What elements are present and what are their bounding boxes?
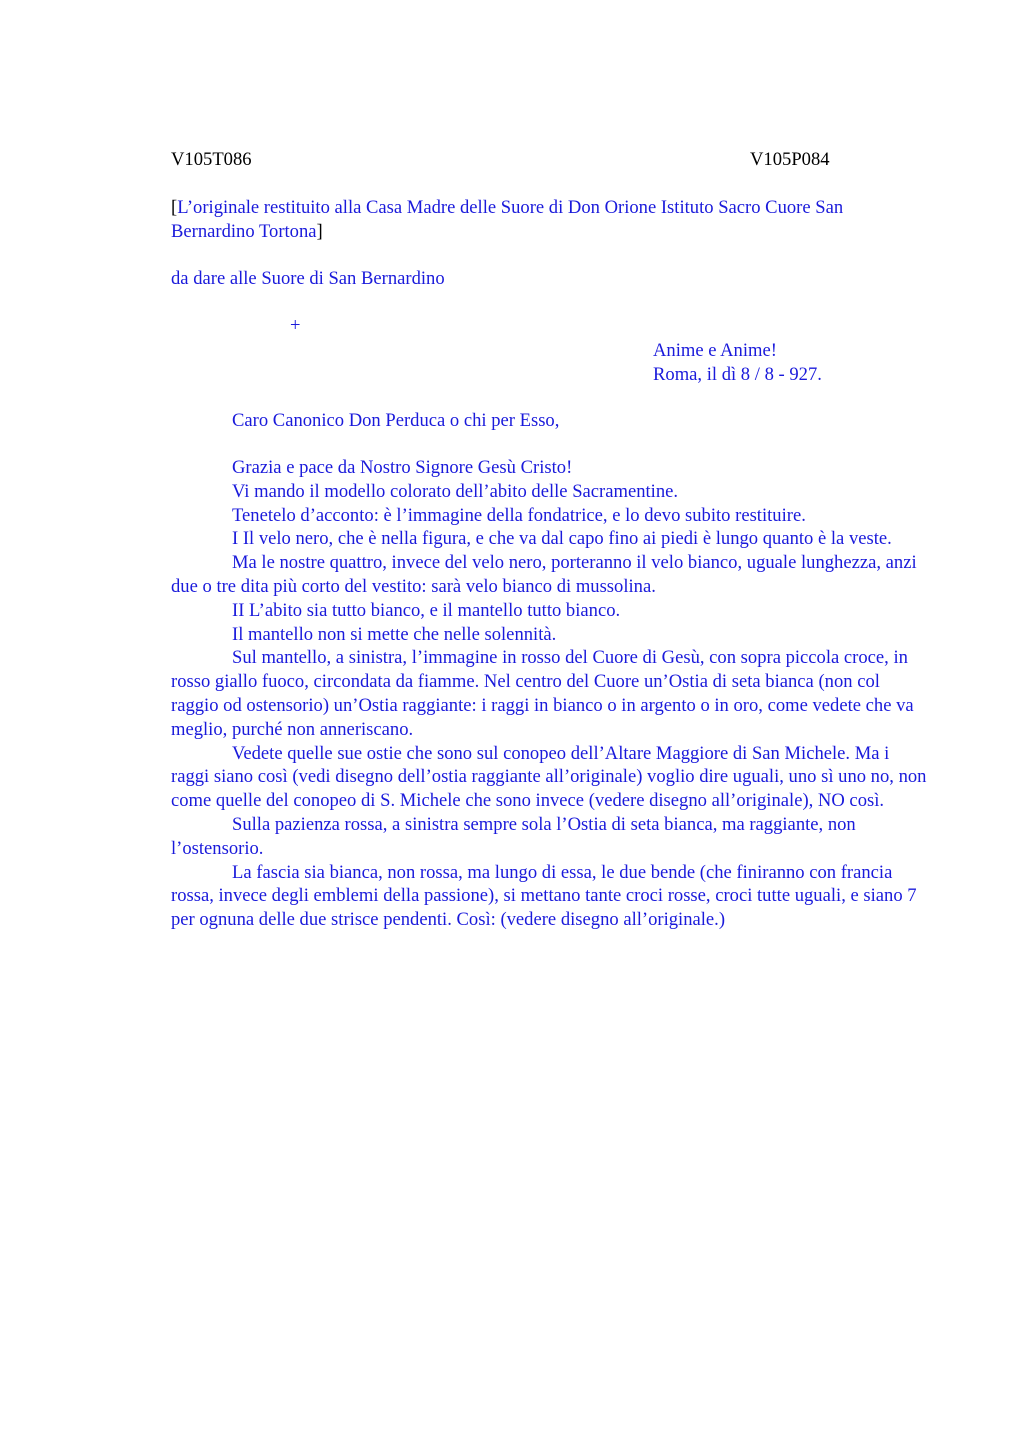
- header-right-code: V105P084: [750, 149, 830, 170]
- note-open-bracket: [: [171, 197, 178, 218]
- paragraph: Grazia e pace da Nostro Signore Gesù Cristo!: [232, 457, 573, 478]
- header-left-code: V105T086: [171, 149, 252, 170]
- paragraph: Ma le nostre quattro, invece del velo nero, porteranno il velo bianco, uguale lunghezza, anzi due o tre dita più corto del vestito: sarà velo bianco di mussolina.: [171, 552, 917, 597]
- paragraph: Sul mantello, a sinistra, l’immagine in rosso del Cuore di Gesù, con sopra piccola croce, in rosso giallo fuoco, circondata da fiamme. Nel centro del Cuore un’Ostia di seta bianca (non col raggio od ostensorio) un’Ostia raggiante: i raggi in bianco o in argento o in oro, come vedete che va meglio, purché non anneriscano.: [171, 647, 914, 740]
- paragraph: La fascia sia bianca, non rossa, ma lungo di essa, le due bende (che finiranno con francia rossa, invece degli emblemi della passione), si mettano tante croci rosse, croci tutte uguali, e siano 7 per ognuna delle due strisce pendenti. Così: (vedere disegno all’originale.): [171, 861, 917, 931]
- paragraph: Vi mando il modello colorato dell’abito delle Sacramentine.: [232, 480, 679, 502]
- cross-symbol: +: [290, 315, 301, 336]
- paragraph: II L’abito sia tutto bianco, e il mantello tutto bianco.: [232, 599, 621, 621]
- paragraph: Sulla pazienza rossa, a sinistra sempre sola l’Ostia di seta bianca, ma raggiante, non l’ostensorio.: [171, 813, 856, 859]
- paragraph: Vedete quelle sue ostie che sono sul conopeo dell’Altare Maggiore di San Michele. Ma i raggi siano così (vedi disegno dell’ostia raggiante all’originale) voglio dire uguali, uno sì uno no, non come quelle del conopeo di S. Michele che sono invece (vedere disegno all’originale), NO così.: [171, 742, 927, 812]
- motto-line: Anime e Anime!: [653, 340, 777, 361]
- note-text: L’originale restituito alla Casa Madre delle Suore di Don Orione Istituto Sacro Cuore San Bernardino Tortona: [171, 197, 844, 242]
- salutation: Caro Canonico Don Perduca o chi per Esso,: [232, 410, 560, 431]
- paragraph: Tenetelo d’acconto: è l’immagine della fondatrice, e lo devo subito restituire.: [232, 504, 806, 526]
- paragraph: Il mantello non si mette che nelle solennità.: [232, 623, 557, 645]
- date-line: Roma, il dì 8 / 8 - 927.: [653, 364, 822, 385]
- letter-body: [171, 456, 931, 932]
- paragraph: I Il velo nero, che è nella figura, e che va dal capo fino ai piedi è lungo quanto è la veste.: [232, 528, 892, 550]
- archive-note: [171, 196, 931, 244]
- instruction-line: da dare alle Suore di San Bernardino: [171, 268, 445, 289]
- note-close-bracket: ]: [316, 220, 323, 242]
